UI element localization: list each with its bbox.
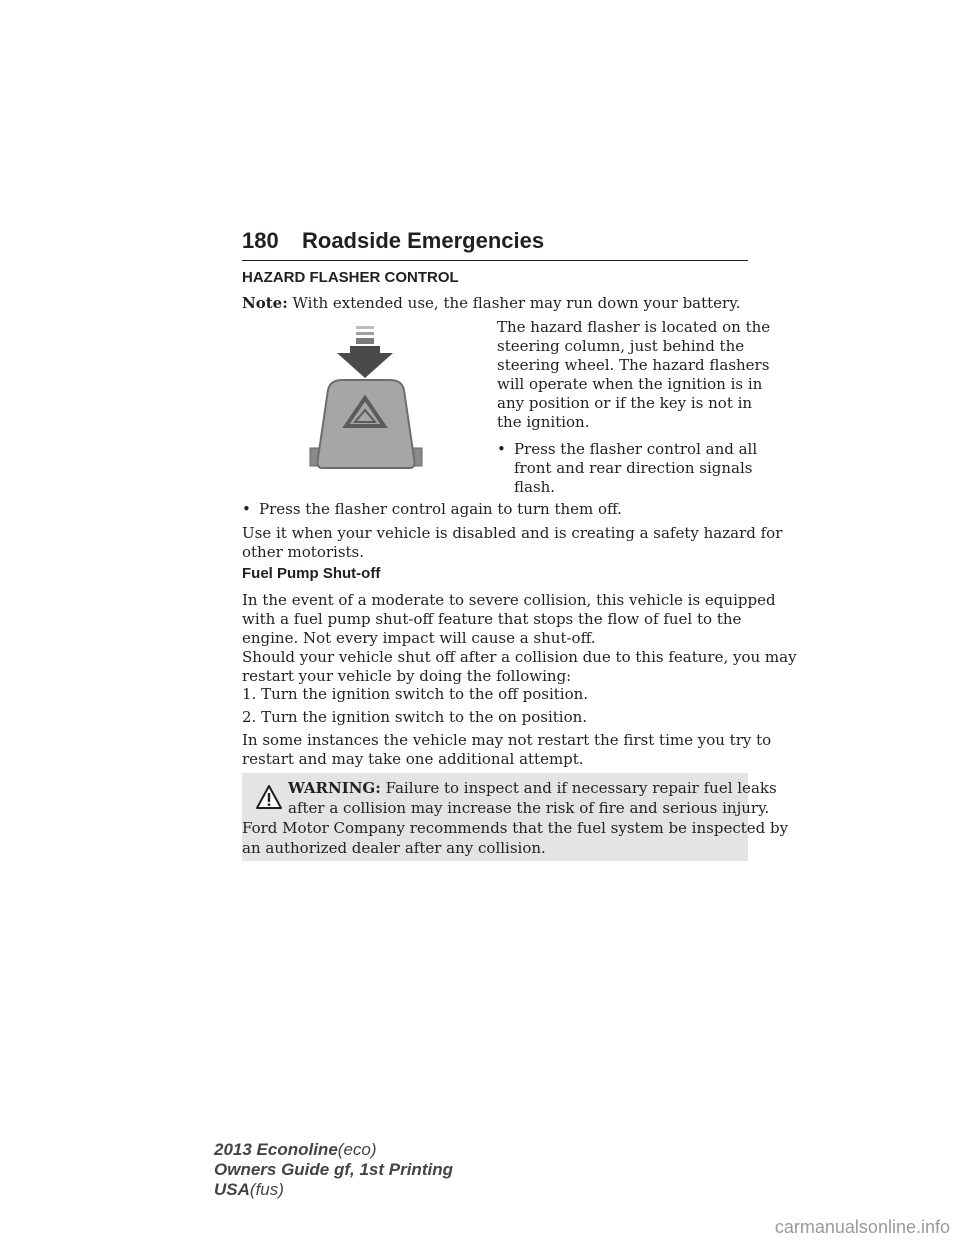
hazard-heading: HAZARD FLASHER CONTROL: [242, 269, 459, 286]
note-label: Note:: [242, 294, 288, 312]
step-1: 1. Turn the ignition switch to the off position.: [242, 685, 589, 703]
footer-line-3: [214, 1180, 453, 1200]
warning-text: Failure to inspect and if necessary repair fuel leaks: [385, 779, 777, 797]
warning-box: [242, 773, 789, 861]
bullet-press-again: Press the flasher control again to turn them off.: [259, 500, 622, 518]
warning-line-4: an authorized dealer after any collision.: [242, 839, 546, 857]
paragraph-line: other motorists.: [242, 543, 365, 561]
footer-model: 2013 Econoline: [214, 1140, 338, 1159]
paragraph-line: engine. Not every impact will cause a shut-off.: [242, 629, 596, 647]
use-paragraph: [242, 524, 782, 562]
section-title: Roadside Emergencies: [302, 228, 545, 253]
footer-line-1: [214, 1140, 453, 1160]
watermark: carmanualsonline.info: [774, 1217, 950, 1237]
paragraph-line: Should your vehicle shut off after a collision due to this feature, you may: [242, 648, 797, 666]
warning-triangle-icon: [256, 785, 282, 809]
warning-line-2: after a collision may increase the risk of fire and serious injury.: [288, 799, 770, 817]
footer-line-2: Owners Guide gf, 1st Printing: [214, 1160, 453, 1179]
desc-line: steering column, just behind the: [497, 337, 745, 355]
note-paragraph: [242, 294, 740, 313]
warning-line-1: [288, 779, 777, 798]
desc-line: any position or if the key is not in: [497, 394, 753, 412]
page-header: [242, 228, 748, 261]
fuel-paragraph-2: [242, 648, 797, 686]
footer-model-code: (eco): [337, 1140, 377, 1159]
fuel-paragraph-3: [242, 731, 771, 769]
warning-label: WARNING:: [288, 779, 381, 797]
fuel-heading: Fuel Pump Shut-off: [242, 565, 381, 582]
page-number: 180: [242, 228, 279, 253]
step-2: 2. Turn the ignition switch to the on position.: [242, 708, 588, 726]
bullet-marker: •: [497, 440, 506, 458]
desc-line: will operate when the ignition is in: [497, 375, 763, 393]
hazard-switch-illustration: [300, 318, 430, 478]
warning-line-3: Ford Motor Company recommends that the fuel system be inspected by: [242, 819, 789, 837]
footer-region: USA: [214, 1180, 250, 1199]
fuel-paragraph-1: [242, 591, 776, 648]
bullet-press-flasher: [514, 440, 757, 497]
desc-line: the ignition.: [497, 413, 590, 431]
paragraph-line: In some instances the vehicle may not restart the first time you try to: [242, 731, 772, 749]
paragraph-line: restart your vehicle by doing the following:: [242, 667, 572, 685]
bullet-line: flash.: [514, 478, 556, 496]
note-text: With extended use, the flasher may run down your battery.: [292, 294, 741, 312]
bullet-line: front and rear direction signals: [514, 459, 753, 477]
desc-line: steering wheel. The hazard flashers: [497, 356, 770, 374]
footer-region-code: (fus): [249, 1180, 284, 1199]
bullet-marker: •: [242, 500, 251, 518]
paragraph-line: In the event of a moderate to severe collision, this vehicle is equipped: [242, 591, 776, 609]
paragraph-line: with a fuel pump shut-off feature that stops the flow of fuel to the: [242, 610, 742, 628]
paragraph-line: restart and may take one additional attempt.: [242, 750, 584, 768]
bullet-line: Press the flasher control and all: [514, 440, 758, 458]
print-footer: [214, 1140, 453, 1200]
desc-line: The hazard flasher is located on the: [497, 318, 771, 336]
paragraph-line: Use it when your vehicle is disabled and is creating a safety hazard for: [242, 524, 783, 542]
hazard-description: [497, 318, 770, 432]
